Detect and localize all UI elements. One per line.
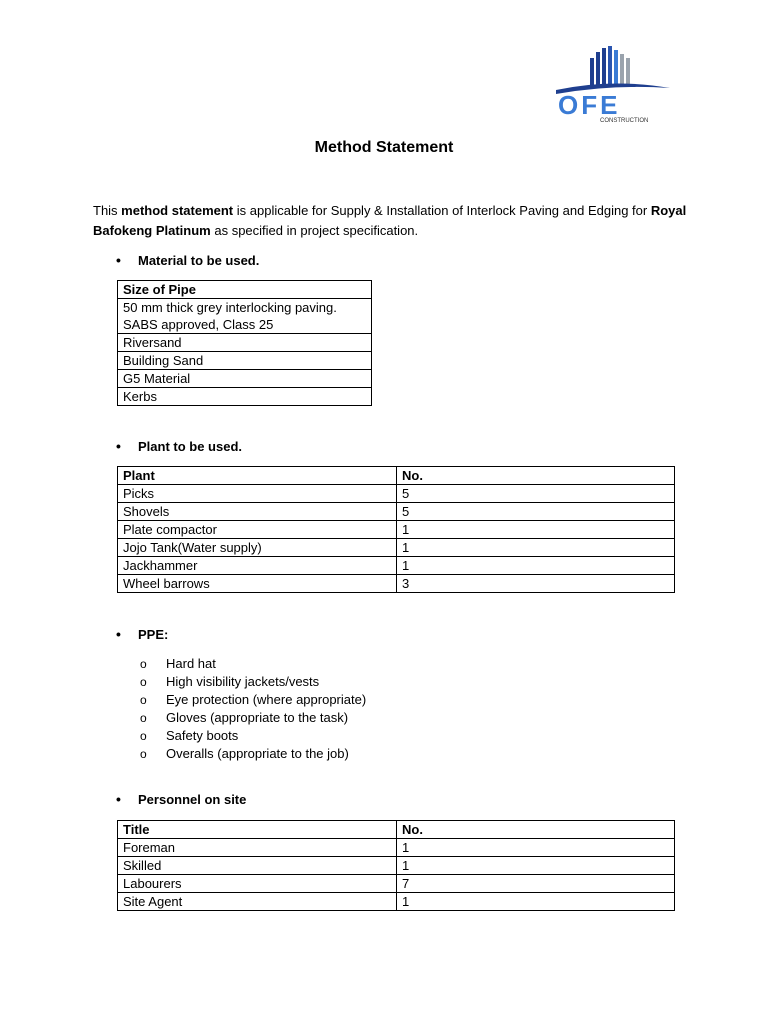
list-item-text: High visibility jackets/vests — [166, 674, 320, 689]
circle-bullet-icon: o — [140, 657, 147, 671]
table-cell: 5 — [397, 503, 675, 521]
table-cell: 7 — [397, 875, 675, 893]
table-cell: 1 — [397, 539, 675, 557]
table-header-cell: Size of Pipe — [118, 281, 372, 299]
table-cell: 1 — [397, 521, 675, 539]
ppe-heading-text: PPE: — [138, 627, 169, 642]
table-cell: Site Agent — [118, 893, 397, 911]
table-header-cell: Plant — [118, 467, 397, 485]
table-row — [118, 388, 372, 406]
table-cell: 1 — [397, 893, 675, 911]
table-cell: Foreman — [118, 839, 397, 857]
table-cell: 1 — [397, 557, 675, 575]
circle-bullet-icon: o — [140, 675, 147, 689]
table-cell: 3 — [397, 575, 675, 593]
table-row — [118, 334, 372, 352]
list-item — [140, 673, 366, 691]
circle-bullet-icon: o — [140, 747, 147, 761]
intro-text-3: as specified in project specification. — [210, 223, 419, 238]
table-row — [118, 539, 675, 557]
table-cell: G5 Material — [118, 370, 372, 388]
table-cell: 5 — [397, 485, 675, 503]
list-item-text: Safety boots — [166, 728, 239, 743]
table-cell-line: SABS approved, Class 25 — [123, 317, 274, 332]
personnel-heading — [116, 791, 246, 807]
table-cell: Shovels — [118, 503, 397, 521]
company-logo — [552, 40, 674, 126]
table-header-cell: No. — [397, 467, 675, 485]
table-cell-line: 50 mm thick grey interlocking paving. — [123, 300, 337, 315]
list-item — [140, 709, 366, 727]
table-row — [118, 370, 372, 388]
table-cell: Picks — [118, 485, 397, 503]
material-heading-text: Material to be used. — [138, 253, 260, 268]
list-item-text: Hard hat — [166, 656, 216, 671]
table-row — [118, 839, 675, 857]
table-cell: Building Sand — [118, 352, 372, 370]
table-row — [118, 521, 675, 539]
circle-bullet-icon: o — [140, 693, 147, 707]
plant-heading-text: Plant to be used. — [138, 439, 243, 454]
bullet-icon: • — [116, 626, 121, 642]
table-header-cell: No. — [397, 821, 675, 839]
intro-text-1: This — [93, 203, 122, 218]
bullet-icon: • — [116, 252, 121, 268]
table-cell: Skilled — [118, 857, 397, 875]
table-cell: 1 — [397, 857, 675, 875]
page-title: Method Statement — [314, 139, 454, 156]
table-row — [118, 821, 675, 839]
table-cell: Riversand — [118, 334, 372, 352]
table-row — [118, 352, 372, 370]
list-item — [140, 745, 366, 763]
table-cell: Labourers — [118, 875, 397, 893]
table-row — [118, 557, 675, 575]
list-item — [140, 691, 366, 709]
personnel-table — [117, 820, 675, 911]
table-cell: Wheel barrows — [118, 575, 397, 593]
intro-paragraph — [93, 201, 693, 241]
circle-bullet-icon: o — [140, 729, 147, 743]
table-row — [118, 299, 372, 334]
material-heading — [116, 252, 259, 268]
table-row — [118, 281, 372, 299]
table-row — [118, 467, 675, 485]
plant-heading — [116, 438, 242, 454]
bullet-icon: • — [116, 438, 121, 454]
ppe-list — [140, 655, 366, 763]
table-cell: Kerbs — [118, 388, 372, 406]
table-cell: 1 — [397, 839, 675, 857]
table-row — [118, 857, 675, 875]
logo-text: OFE — [558, 90, 621, 120]
plant-table — [117, 466, 675, 593]
table-header-cell: Title — [118, 821, 397, 839]
table-row — [118, 503, 675, 521]
logo-subtext: CONSTRUCTION — [600, 118, 649, 124]
table-cell: Jackhammer — [118, 557, 397, 575]
table-cell: Jojo Tank(Water supply) — [118, 539, 397, 557]
table-cell: Plate compactor — [118, 521, 397, 539]
intro-bold-2: Royal Bafokeng Platinum — [93, 203, 687, 238]
list-item-text: Overalls (appropriate to the job) — [166, 746, 349, 761]
material-table — [117, 280, 372, 406]
intro-bold-1: method statement — [121, 203, 234, 218]
list-item — [140, 655, 366, 673]
table-row — [118, 485, 675, 503]
list-item-text: Gloves (appropriate to the task) — [166, 710, 349, 725]
table-row — [118, 575, 675, 593]
intro-text-2: is applicable for Supply & Installation of Interlock Paving and Edging for — [233, 203, 651, 218]
list-item — [140, 727, 366, 745]
ppe-heading — [116, 626, 168, 642]
table-row — [118, 893, 675, 911]
list-item-text: Eye protection (where appropriate) — [166, 692, 367, 707]
bullet-icon: • — [116, 791, 121, 807]
table-cell — [118, 299, 372, 334]
circle-bullet-icon: o — [140, 711, 147, 725]
table-row — [118, 875, 675, 893]
personnel-heading-text: Personnel on site — [138, 792, 247, 807]
